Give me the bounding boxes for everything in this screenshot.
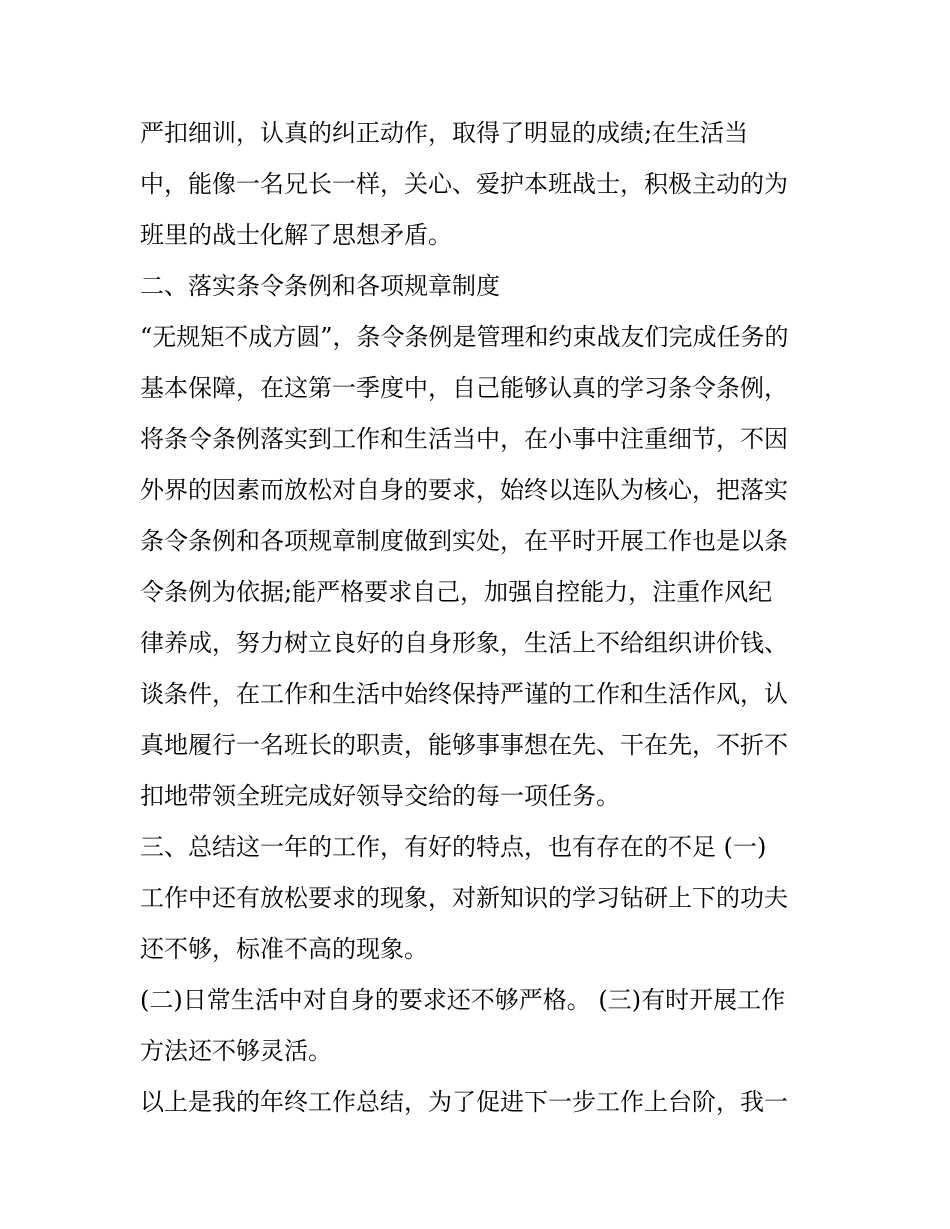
text-line: 真地履行一名班长的职责，能够事事想在先、干在先，不折不 xyxy=(140,731,788,759)
document-body xyxy=(140,108,820,1128)
text-line: (二)日常生活中对自身的要求还不够严格。 (三)有时开展工作 xyxy=(140,986,786,1014)
text-line: 以上是我的年终工作总结，为了促进下一步工作上台阶，我一 xyxy=(140,1088,788,1116)
text-line: 外界的因素而放松对自身的要求，始终以连队为核心，把落实 xyxy=(140,476,788,504)
text-line: 律养成，努力树立良好的自身形象，生活上不给组织讲价钱、 xyxy=(140,629,788,657)
section-heading: 三、总结这一年的工作，有好的特点，也有存在的不足 (一) xyxy=(140,833,767,861)
text-line: 扣地带领全班完成好领导交给的每一项任务。 xyxy=(140,782,620,810)
text-line: 谈条件，在工作和生活中始终保持严谨的工作和生活作风，认 xyxy=(140,680,788,708)
text-line: 方法还不够灵活。 xyxy=(140,1037,332,1065)
text-line: “无规矩不成方圆”，条令条例是管理和约束战友们完成任务的 xyxy=(140,323,789,351)
text-line: 严扣细训，认真的纠正动作，取得了明显的成绩;在生活当 xyxy=(140,119,749,147)
section-heading: 二、落实条令条例和各项规章制度 xyxy=(140,272,500,300)
text-line: 班里的战士化解了思想矛盾。 xyxy=(140,221,452,249)
text-line: 将条令条例落实到工作和生活当中，在小事中注重细节，不因 xyxy=(140,425,788,453)
text-line: 基本保障，在这第一季度中，自己能够认真的学习条令条例， xyxy=(140,374,788,402)
text-line: 中，能像一名兄长一样，关心、爱护本班战士，积极主动的为 xyxy=(140,170,788,198)
text-line: 还不够，标准不高的现象。 xyxy=(140,935,428,963)
text-line: 工作中还有放松要求的现象，对新知识的学习钻研上下的功夫 xyxy=(140,884,788,912)
text-line: 令条例为依据;能严格要求自己，加强自控能力，注重作风纪 xyxy=(140,578,773,606)
text-line: 条令条例和各项规章制度做到实处，在平时开展工作也是以条 xyxy=(140,527,788,555)
